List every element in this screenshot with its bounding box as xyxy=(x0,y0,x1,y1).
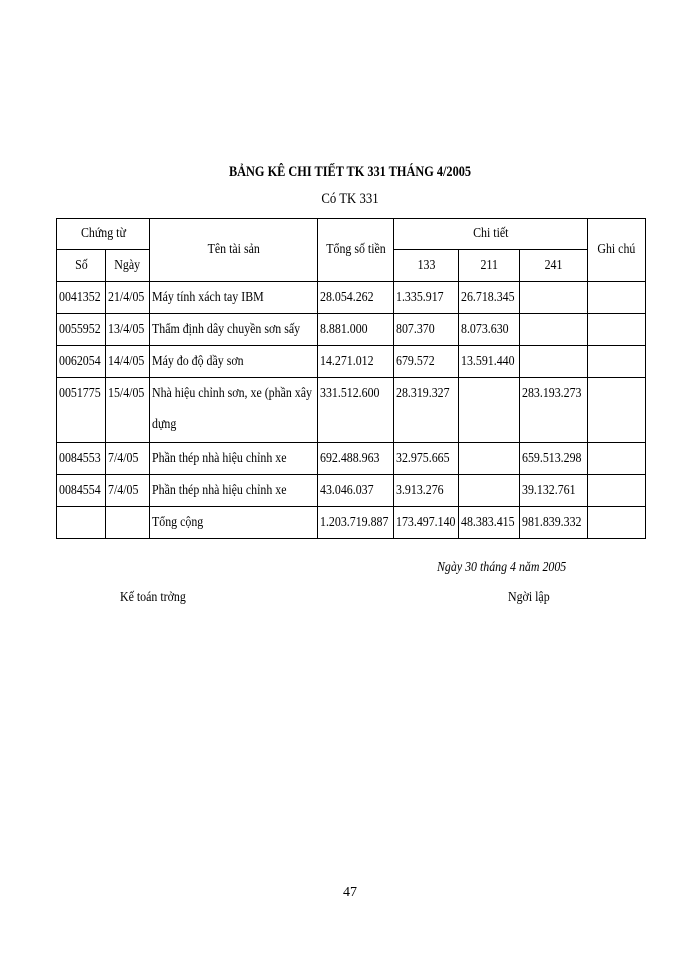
total-tk133: 173.497.140 xyxy=(394,507,459,539)
cell-ngay: 7/4/05 xyxy=(106,443,150,475)
cell-tk133: 1.335.917 xyxy=(394,282,459,314)
cell-ten: Máy tính xách tay IBM xyxy=(150,282,318,314)
cell-tk211: 8.073.630 xyxy=(459,314,520,346)
header-so: Số xyxy=(57,250,106,282)
cell-tong: 14.271.012 xyxy=(318,346,394,378)
header-row-1 xyxy=(57,219,646,250)
cell-ten: Nhà hiệu chỉnh sơn, xe (phần xây dựng xyxy=(150,378,318,443)
cell-tk211 xyxy=(459,443,520,475)
cell-ghi-chu xyxy=(588,378,646,443)
cell-tk133: 807.370 xyxy=(394,314,459,346)
cell-ngay: 14/4/05 xyxy=(106,346,150,378)
cell-ten: Phần thép nhà hiệu chỉnh xe xyxy=(150,475,318,507)
cell-ngay: 15/4/05 xyxy=(106,378,150,443)
cell-so: 0084553 xyxy=(57,443,106,475)
cell-ghi-chu xyxy=(588,282,646,314)
document-title: BẢNG KÊ CHI TIẾT TK 331 THÁNG 4/2005 xyxy=(228,164,472,180)
table-row xyxy=(57,314,646,346)
cell-tk133: 679.572 xyxy=(394,346,459,378)
total-row xyxy=(57,507,646,539)
cell-ngay: 7/4/05 xyxy=(106,475,150,507)
cell-tk133: 32.975.665 xyxy=(394,443,459,475)
cell-tk241: 39.132.761 xyxy=(520,475,588,507)
cell-tk241: 659.513.298 xyxy=(520,443,588,475)
total-label: Tổng cộng xyxy=(150,507,318,539)
cell-tong: 331.512.600 xyxy=(318,378,394,443)
cell-ghi-chu xyxy=(588,443,646,475)
document-subtitle: Có TK 331 xyxy=(321,191,379,207)
cell-ngay xyxy=(106,507,150,539)
header-ghi-chu: Ghi chú xyxy=(588,219,646,282)
cell-tk241: 283.193.273 xyxy=(520,378,588,443)
header-ten-tai-san: Tên tài sản xyxy=(150,219,318,282)
cell-tk211 xyxy=(459,378,520,443)
cell-ten: Phần thép nhà hiệu chỉnh xe xyxy=(150,443,318,475)
cell-tong: 692.488.963 xyxy=(318,443,394,475)
header-chi-tiet: Chi tiết xyxy=(394,219,588,250)
cell-tk211: 13.591.440 xyxy=(459,346,520,378)
cell-ten: Máy đo độ dầy sơn xyxy=(150,346,318,378)
cell-tk133: 3.913.276 xyxy=(394,475,459,507)
total-tong: 1.203.719.887 xyxy=(318,507,394,539)
cell-ghi-chu xyxy=(588,475,646,507)
header-ngay: Ngày xyxy=(106,250,150,282)
cell-ngay: 21/4/05 xyxy=(106,282,150,314)
header-tk211: 211 xyxy=(459,250,520,282)
cell-so: 0051775 xyxy=(57,378,106,443)
table-row xyxy=(57,282,646,314)
cell-tong: 28.054.262 xyxy=(318,282,394,314)
cell-ghi-chu xyxy=(588,507,646,539)
chief-accountant-label: Kế toán trởng xyxy=(120,590,186,605)
cell-ten: Thẩm định dây chuyền sơn sấy xyxy=(150,314,318,346)
cell-tong: 8.881.000 xyxy=(318,314,394,346)
cell-so: 0055952 xyxy=(57,314,106,346)
table-row xyxy=(57,378,646,443)
table-row xyxy=(57,346,646,378)
table-row xyxy=(57,443,646,475)
cell-tk241 xyxy=(520,314,588,346)
cell-ngay: 13/4/05 xyxy=(106,314,150,346)
page-number: 47 xyxy=(343,885,357,900)
cell-so: 0041352 xyxy=(57,282,106,314)
ledger-table xyxy=(56,218,646,539)
cell-ghi-chu xyxy=(588,314,646,346)
total-tk211: 48.383.415 xyxy=(459,507,520,539)
preparer-label: Ngời lập xyxy=(508,590,550,605)
cell-tk241 xyxy=(520,346,588,378)
date-line: Ngày 30 tháng 4 năm 2005 xyxy=(437,560,567,575)
header-tk241: 241 xyxy=(520,250,588,282)
header-tong-so-tien: Tổng số tiền xyxy=(318,219,394,282)
header-chung-tu: Chứng từ xyxy=(57,219,150,250)
cell-so: 0062054 xyxy=(57,346,106,378)
cell-tk211: 26.718.345 xyxy=(459,282,520,314)
cell-ghi-chu xyxy=(588,346,646,378)
total-tk241: 981.839.332 xyxy=(520,507,588,539)
cell-tk211 xyxy=(459,475,520,507)
cell-tk241 xyxy=(520,282,588,314)
cell-tong: 43.046.037 xyxy=(318,475,394,507)
header-tk133: 133 xyxy=(394,250,459,282)
cell-so xyxy=(57,507,106,539)
cell-tk133: 28.319.327 xyxy=(394,378,459,443)
table-row xyxy=(57,475,646,507)
cell-so: 0084554 xyxy=(57,475,106,507)
